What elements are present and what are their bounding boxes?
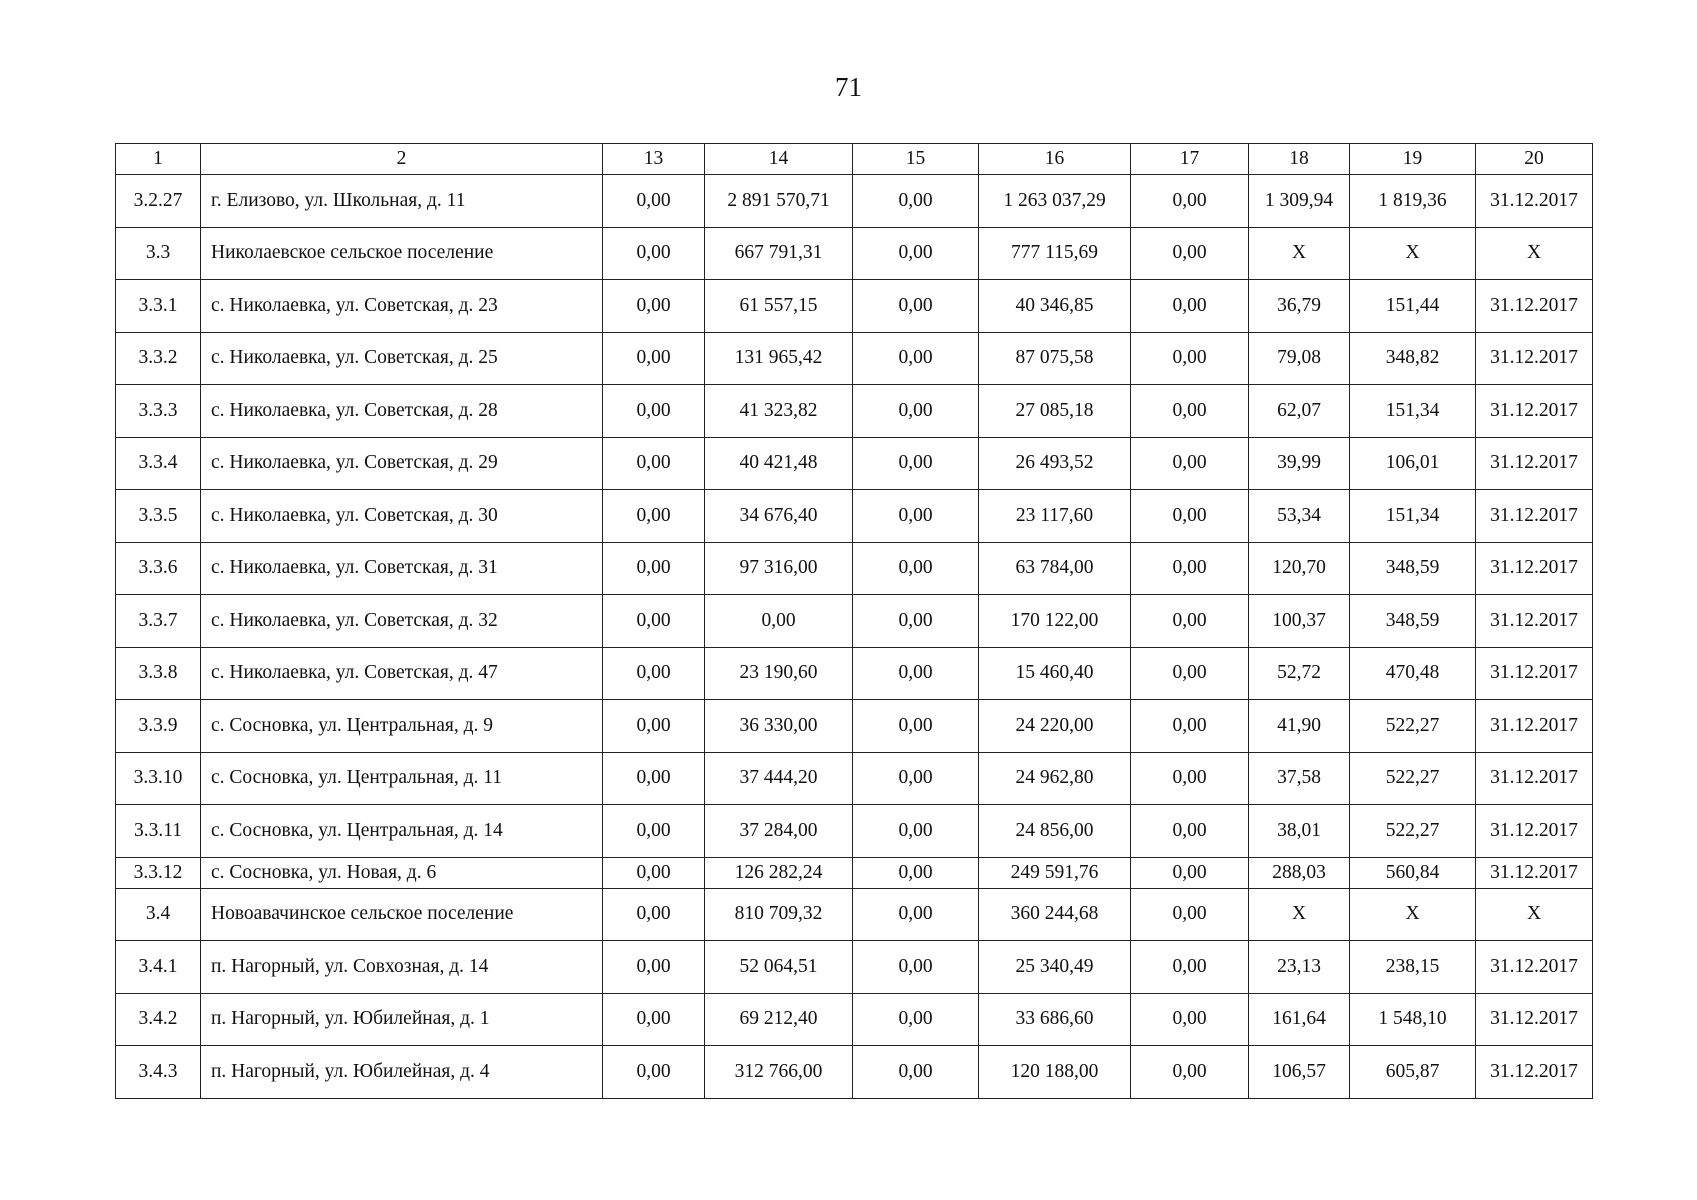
value-cell: 31.12.2017 (1476, 595, 1593, 648)
value-cell: 131 965,42 (705, 332, 853, 385)
table-row (116, 227, 1593, 280)
value-cell: 106,57 (1249, 1046, 1350, 1099)
value-cell: 26 493,52 (979, 437, 1131, 490)
value-cell: 38,01 (1249, 805, 1350, 858)
table-row (116, 805, 1593, 858)
value-cell: 0,00 (1131, 647, 1249, 700)
value-cell: 0,00 (603, 993, 705, 1046)
value-cell: 0,00 (1131, 1046, 1249, 1099)
value-cell: 0,00 (853, 437, 979, 490)
value-cell: 97 316,00 (705, 542, 853, 595)
value-cell: 0,00 (1131, 175, 1249, 228)
address-cell: с. Сосновка, ул. Новая, д. 6 (201, 857, 603, 888)
row-number-cell: 3.3.6 (116, 542, 201, 595)
address-cell: с. Сосновка, ул. Центральная, д. 9 (201, 700, 603, 753)
address-cell: с. Сосновка, ул. Центральная, д. 11 (201, 752, 603, 805)
table-row (116, 993, 1593, 1046)
value-cell: 37,58 (1249, 752, 1350, 805)
column-number-cell: 1 (116, 144, 201, 175)
table-row (116, 332, 1593, 385)
row-number-cell: 3.4.1 (116, 941, 201, 994)
table-row (116, 647, 1593, 700)
value-cell: 0,00 (853, 490, 979, 543)
table-row (116, 1046, 1593, 1099)
value-cell: 39,99 (1249, 437, 1350, 490)
value-cell: 0,00 (603, 490, 705, 543)
value-cell: 0,00 (603, 595, 705, 648)
address-cell: с. Сосновка, ул. Центральная, д. 14 (201, 805, 603, 858)
value-cell: 0,00 (603, 647, 705, 700)
value-cell: 0,00 (603, 857, 705, 888)
value-cell: 0,00 (853, 1046, 979, 1099)
value-cell: 24 962,80 (979, 752, 1131, 805)
value-cell: 31.12.2017 (1476, 175, 1593, 228)
value-cell: 120,70 (1249, 542, 1350, 595)
value-cell: 31.12.2017 (1476, 437, 1593, 490)
value-cell: 0,00 (853, 993, 979, 1046)
value-cell: 40 421,48 (705, 437, 853, 490)
row-number-cell: 3.4.2 (116, 993, 201, 1046)
value-cell: X (1476, 227, 1593, 280)
value-cell: 0,00 (1131, 437, 1249, 490)
value-cell: 249 591,76 (979, 857, 1131, 888)
table-header-row (116, 144, 1593, 175)
value-cell: 0,00 (1131, 941, 1249, 994)
value-cell: 0,00 (853, 332, 979, 385)
value-cell: 0,00 (603, 227, 705, 280)
value-cell: 560,84 (1350, 857, 1476, 888)
value-cell: 87 075,58 (979, 332, 1131, 385)
value-cell: 1 309,94 (1249, 175, 1350, 228)
table-row (116, 752, 1593, 805)
value-cell: 37 444,20 (705, 752, 853, 805)
row-number-cell: 3.4.3 (116, 1046, 201, 1099)
row-number-cell: 3.3.12 (116, 857, 201, 888)
value-cell: 31.12.2017 (1476, 332, 1593, 385)
value-cell: 31.12.2017 (1476, 941, 1593, 994)
value-cell: 0,00 (603, 385, 705, 438)
value-cell: 0,00 (1131, 595, 1249, 648)
table-row (116, 490, 1593, 543)
value-cell: 36 330,00 (705, 700, 853, 753)
value-cell: 348,59 (1350, 595, 1476, 648)
value-cell: 37 284,00 (705, 805, 853, 858)
value-cell: 2 891 570,71 (705, 175, 853, 228)
value-cell: 0,00 (853, 888, 979, 941)
address-cell: с. Николаевка, ул. Советская, д. 29 (201, 437, 603, 490)
value-cell: 120 188,00 (979, 1046, 1131, 1099)
value-cell: 0,00 (853, 542, 979, 595)
value-cell: 161,64 (1249, 993, 1350, 1046)
value-cell: 31.12.2017 (1476, 280, 1593, 333)
value-cell: 0,00 (1131, 700, 1249, 753)
value-cell: 312 766,00 (705, 1046, 853, 1099)
value-cell: X (1249, 888, 1350, 941)
address-cell: п. Нагорный, ул. Юбилейная, д. 4 (201, 1046, 603, 1099)
table-row (116, 888, 1593, 941)
row-number-cell: 3.3.1 (116, 280, 201, 333)
table-body (116, 144, 1593, 1099)
value-cell: 0,00 (1131, 542, 1249, 595)
column-number-cell: 16 (979, 144, 1131, 175)
value-cell: 605,87 (1350, 1046, 1476, 1099)
value-cell: 34 676,40 (705, 490, 853, 543)
value-cell: 0,00 (1131, 993, 1249, 1046)
address-cell: с. Николаевка, ул. Советская, д. 30 (201, 490, 603, 543)
row-number-cell: 3.3.9 (116, 700, 201, 753)
value-cell: 61 557,15 (705, 280, 853, 333)
value-cell: 0,00 (1131, 752, 1249, 805)
value-cell: 25 340,49 (979, 941, 1131, 994)
value-cell: 31.12.2017 (1476, 647, 1593, 700)
value-cell: 1 548,10 (1350, 993, 1476, 1046)
address-cell: с. Николаевка, ул. Советская, д. 31 (201, 542, 603, 595)
value-cell: 24 856,00 (979, 805, 1131, 858)
value-cell: 0,00 (853, 805, 979, 858)
column-number-cell: 2 (201, 144, 603, 175)
value-cell: 0,00 (853, 700, 979, 753)
value-cell: 667 791,31 (705, 227, 853, 280)
address-cell: с. Николаевка, ул. Советская, д. 25 (201, 332, 603, 385)
column-number-cell: 14 (705, 144, 853, 175)
value-cell: 79,08 (1249, 332, 1350, 385)
value-cell: 23,13 (1249, 941, 1350, 994)
value-cell: 0,00 (1131, 805, 1249, 858)
row-number-cell: 3.4 (116, 888, 201, 941)
value-cell: 360 244,68 (979, 888, 1131, 941)
value-cell: 151,44 (1350, 280, 1476, 333)
value-cell: 0,00 (603, 805, 705, 858)
value-cell: 522,27 (1350, 805, 1476, 858)
value-cell: 0,00 (603, 1046, 705, 1099)
value-cell: 15 460,40 (979, 647, 1131, 700)
value-cell: 0,00 (1131, 227, 1249, 280)
row-number-cell: 3.3 (116, 227, 201, 280)
value-cell: 69 212,40 (705, 993, 853, 1046)
column-number-cell: 20 (1476, 144, 1593, 175)
value-cell: 36,79 (1249, 280, 1350, 333)
value-cell: 52 064,51 (705, 941, 853, 994)
value-cell: 27 085,18 (979, 385, 1131, 438)
table-row (116, 437, 1593, 490)
value-cell: 0,00 (1131, 888, 1249, 941)
value-cell: 31.12.2017 (1476, 857, 1593, 888)
value-cell: 151,34 (1350, 490, 1476, 543)
value-cell: 0,00 (853, 175, 979, 228)
row-number-cell: 3.3.3 (116, 385, 201, 438)
value-cell: 0,00 (853, 385, 979, 438)
value-cell: 348,59 (1350, 542, 1476, 595)
value-cell: 0,00 (603, 700, 705, 753)
value-cell: 31.12.2017 (1476, 993, 1593, 1046)
value-cell: 238,15 (1350, 941, 1476, 994)
value-cell: 126 282,24 (705, 857, 853, 888)
value-cell: 0,00 (1131, 490, 1249, 543)
value-cell: 0,00 (603, 175, 705, 228)
value-cell: 170 122,00 (979, 595, 1131, 648)
value-cell: 106,01 (1350, 437, 1476, 490)
value-cell: 0,00 (1131, 385, 1249, 438)
address-cell: с. Николаевка, ул. Советская, д. 28 (201, 385, 603, 438)
address-cell: п. Нагорный, ул. Юбилейная, д. 1 (201, 993, 603, 1046)
table-row (116, 385, 1593, 438)
table-row (116, 175, 1593, 228)
value-cell: 41 323,82 (705, 385, 853, 438)
value-cell: 0,00 (853, 647, 979, 700)
value-cell: 62,07 (1249, 385, 1350, 438)
value-cell: 0,00 (1131, 332, 1249, 385)
value-cell: 0,00 (603, 332, 705, 385)
value-cell: 288,03 (1249, 857, 1350, 888)
value-cell: 0,00 (705, 595, 853, 648)
value-cell: X (1350, 227, 1476, 280)
value-cell: 0,00 (853, 857, 979, 888)
address-cell: с. Николаевка, ул. Советская, д. 32 (201, 595, 603, 648)
column-number-cell: 13 (603, 144, 705, 175)
value-cell: 63 784,00 (979, 542, 1131, 595)
table-row (116, 857, 1593, 888)
value-cell: 24 220,00 (979, 700, 1131, 753)
value-cell: X (1350, 888, 1476, 941)
value-cell: 0,00 (853, 941, 979, 994)
column-number-cell: 15 (853, 144, 979, 175)
value-cell: 31.12.2017 (1476, 490, 1593, 543)
value-cell: X (1476, 888, 1593, 941)
table-row (116, 595, 1593, 648)
row-number-cell: 3.2.27 (116, 175, 201, 228)
value-cell: 52,72 (1249, 647, 1350, 700)
value-cell: 0,00 (603, 437, 705, 490)
address-cell: с. Николаевка, ул. Советская, д. 47 (201, 647, 603, 700)
column-number-cell: 18 (1249, 144, 1350, 175)
page-number: 71 (835, 72, 862, 102)
value-cell: 348,82 (1350, 332, 1476, 385)
value-cell: 1 263 037,29 (979, 175, 1131, 228)
value-cell: 522,27 (1350, 700, 1476, 753)
row-number-cell: 3.3.8 (116, 647, 201, 700)
row-number-cell: 3.3.5 (116, 490, 201, 543)
value-cell: X (1249, 227, 1350, 280)
row-number-cell: 3.3.7 (116, 595, 201, 648)
value-cell: 810 709,32 (705, 888, 853, 941)
value-cell: 151,34 (1350, 385, 1476, 438)
column-number-cell: 19 (1350, 144, 1476, 175)
value-cell: 53,34 (1249, 490, 1350, 543)
address-cell: Николаевское сельское поселение (201, 227, 603, 280)
row-number-cell: 3.3.11 (116, 805, 201, 858)
value-cell: 100,37 (1249, 595, 1350, 648)
table-row (116, 280, 1593, 333)
value-cell: 31.12.2017 (1476, 385, 1593, 438)
address-cell: г. Елизово, ул. Школьная, д. 11 (201, 175, 603, 228)
value-cell: 0,00 (1131, 857, 1249, 888)
value-cell: 0,00 (603, 280, 705, 333)
value-cell: 23 117,60 (979, 490, 1131, 543)
value-cell: 31.12.2017 (1476, 805, 1593, 858)
value-cell: 33 686,60 (979, 993, 1131, 1046)
value-cell: 0,00 (853, 595, 979, 648)
table-row (116, 700, 1593, 753)
value-cell: 41,90 (1249, 700, 1350, 753)
address-cell: п. Нагорный, ул. Совхозная, д. 14 (201, 941, 603, 994)
row-number-cell: 3.3.10 (116, 752, 201, 805)
data-table (115, 143, 1593, 1099)
value-cell: 0,00 (603, 888, 705, 941)
address-cell: Новоавачинское сельское поселение (201, 888, 603, 941)
value-cell: 0,00 (603, 542, 705, 595)
row-number-cell: 3.3.2 (116, 332, 201, 385)
value-cell: 31.12.2017 (1476, 700, 1593, 753)
value-cell: 1 819,36 (1350, 175, 1476, 228)
value-cell: 0,00 (853, 227, 979, 280)
value-cell: 23 190,60 (705, 647, 853, 700)
value-cell: 0,00 (1131, 280, 1249, 333)
value-cell: 522,27 (1350, 752, 1476, 805)
value-cell: 31.12.2017 (1476, 752, 1593, 805)
value-cell: 0,00 (853, 752, 979, 805)
table-row (116, 941, 1593, 994)
value-cell: 31.12.2017 (1476, 542, 1593, 595)
value-cell: 0,00 (603, 941, 705, 994)
table-row (116, 542, 1593, 595)
value-cell: 0,00 (603, 752, 705, 805)
value-cell: 31.12.2017 (1476, 1046, 1593, 1099)
column-number-cell: 17 (1131, 144, 1249, 175)
row-number-cell: 3.3.4 (116, 437, 201, 490)
address-cell: с. Николаевка, ул. Советская, д. 23 (201, 280, 603, 333)
value-cell: 0,00 (853, 280, 979, 333)
value-cell: 777 115,69 (979, 227, 1131, 280)
value-cell: 40 346,85 (979, 280, 1131, 333)
value-cell: 470,48 (1350, 647, 1476, 700)
